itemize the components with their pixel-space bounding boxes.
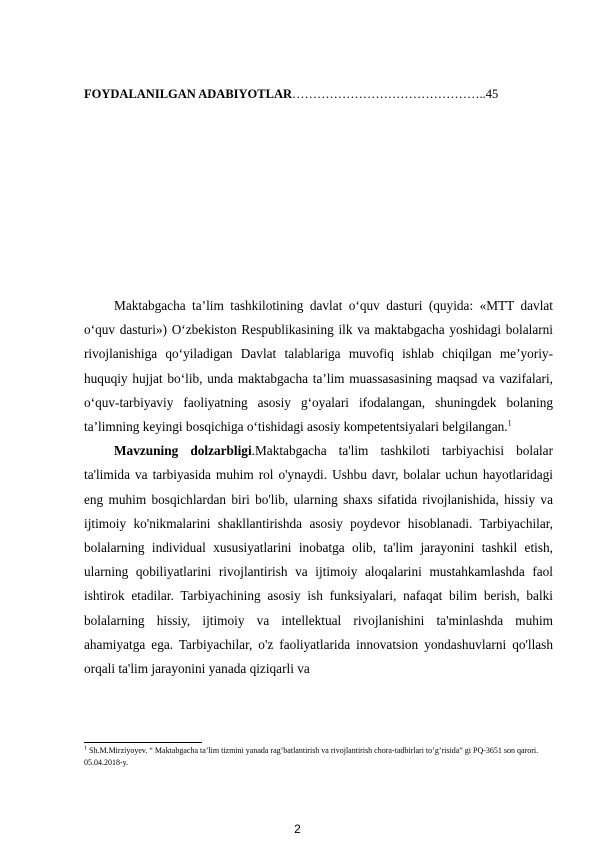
paragraph-relevance [84, 439, 553, 681]
footnote-text: Sh.M.Mirziyoyev. “ Maktabgacha ta’lim tizmini yanada rag’batlantirish va rivojlantirish chora-tadbirlari to’g’risida” gi PQ-3651 son qarori. 05.04.2018-y. [84, 746, 539, 767]
footnote [84, 745, 554, 768]
paragraph-curriculum [84, 294, 553, 439]
paragraph-relevance-text: .Maktabgacha ta'lim tashkiloti tarbiyachisi bolalar ta'limida va tarbiyasida muhim rol o'ynaydi. Ushbu davr, bolalar uchun hayotlaridagi eng muhim bosqichlardan biri bo'lib, ularning shaxs sifatida rivojlanishida, hissiy va ijtimoiy ko'nikmalarini shakllantirishda asosiy poydevor hisoblanadi. Tarbiyachilar, bolalarning individual xususiyatlarini inobatga olib, ta'lim jarayonini tashkil etish, ularning qobiliyatlarini rivojlantirish va ijtimoiy aloqalarini mustahkamlashda faol ishtirok etadilar. Tarbiyachining asosiy ish funksiyalari, nafaqat bilim berish, balki bolalarning hissiy, ijtimoiy va intellektual rivojlanishini ta'minlashda muhim ahamiyatga ega. Tarbiyachilar, o'z faoliyatlarida innovatsion yondashuvlarni qo'llash orqali ta'lim jarayonini yanada qiziqarli va [84, 443, 553, 677]
main-body-text [84, 294, 553, 681]
relevance-heading: Mavzuning dolzarbligi [114, 443, 252, 459]
footnote-separator [84, 742, 202, 743]
toc-entry-page-number: 45 [485, 87, 499, 101]
page-number: 2 [294, 822, 301, 836]
footnote-reference[interactable]: 1 [507, 418, 512, 428]
paragraph-curriculum-text: Maktabgacha ta’lim tashkilotining davlat o‘quv dasturi (quyida: «MTT davlat o‘quv dasturi») O‘zbekiston Respublikasining ilk va maktabgacha yoshidagi bolalarni rivojlanishiga qo‘yiladigan Davlat talablariga muvofiq ishlab chiqilgan me’yoriy-huquqiy hujjat bo‘lib, unda maktabgacha ta’lim muassasasining maqsad va vazifalari, o‘quv-tarbiyaviy faoliyatning asosiy g‘oyalari ifodalangan, shuningdek bolaning ta’limning keyingi bosqichiga o‘tishidagi asosiy kompetentsiyalari belgilangan. [84, 298, 553, 435]
toc-leader-dots: ……………………………………….. [292, 87, 486, 101]
toc-entry-references[interactable] [84, 86, 552, 102]
toc-entry-title: FOYDALANILGAN ADABIYOTLAR [84, 87, 293, 101]
footnote-number: 1 [84, 745, 87, 752]
